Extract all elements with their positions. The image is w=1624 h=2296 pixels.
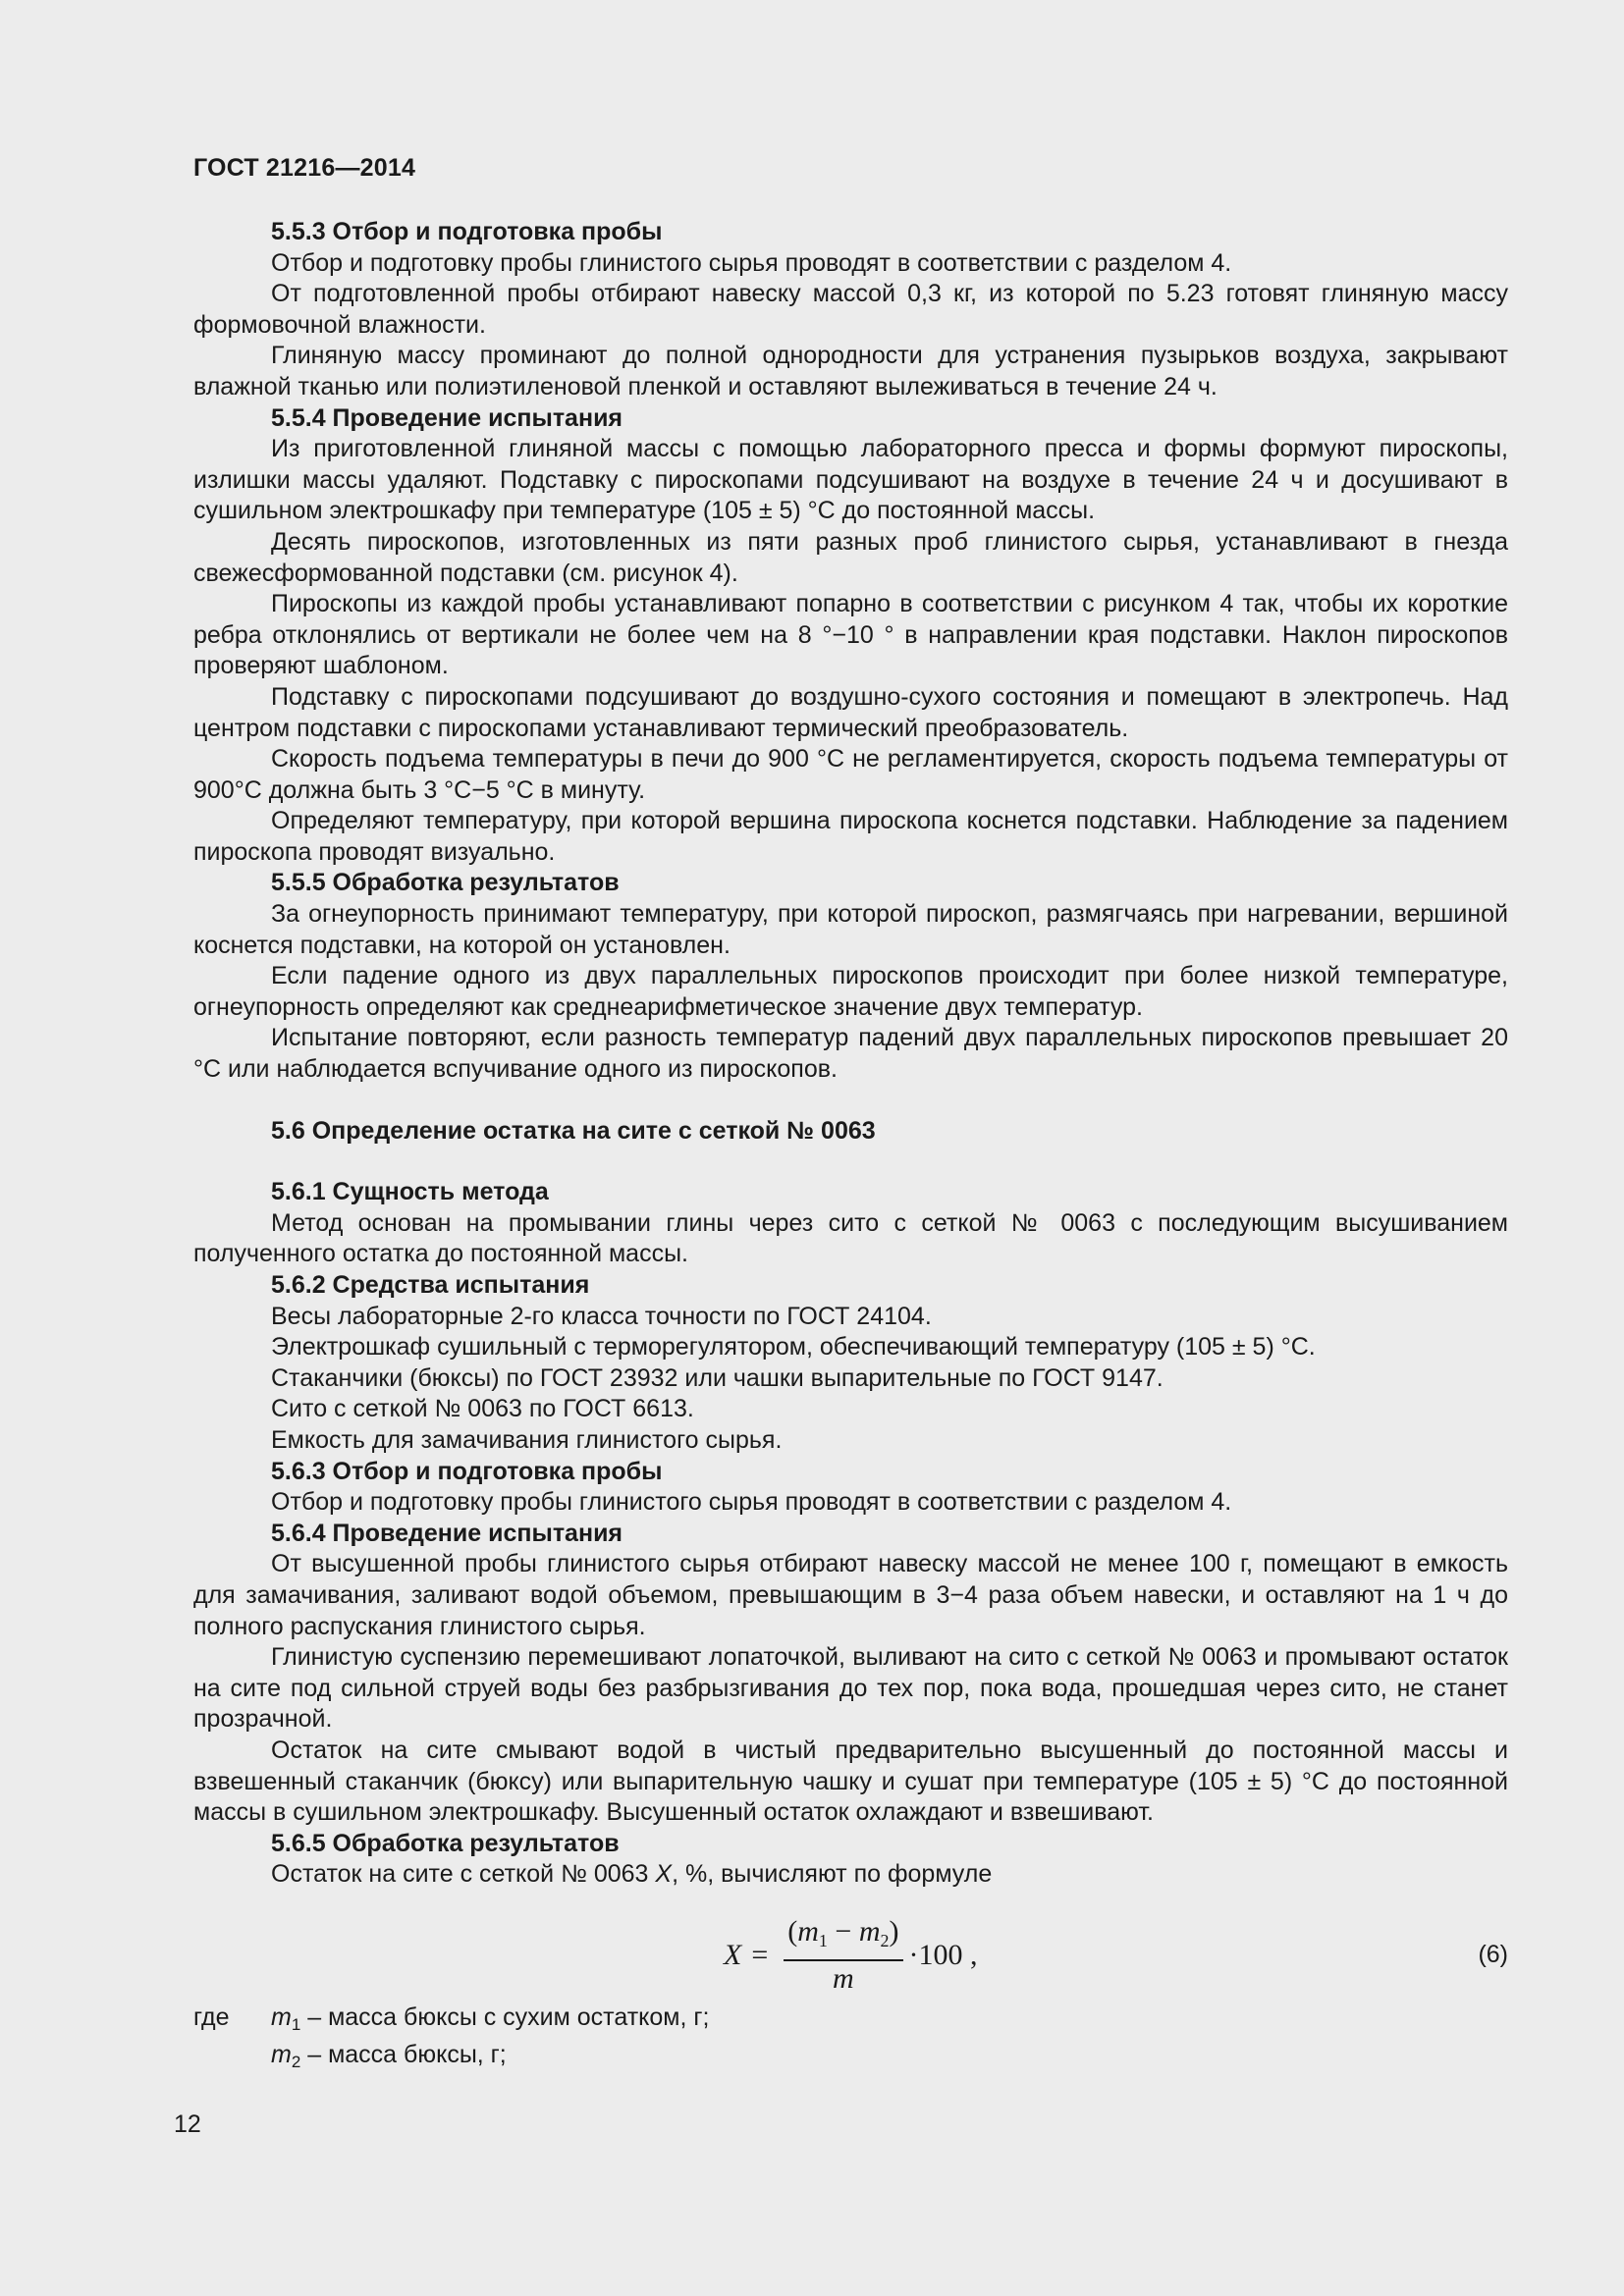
paragraph: Определяют температуру, при которой вершина пироскопа коснется подставки. Наблюдение за падением пироскопа проводят визуально. xyxy=(193,807,1508,866)
paragraph: Весы лабораторные 2-го класса точности по ГОСТ 24104. xyxy=(271,1302,932,1330)
section-heading: 5.6.2 Средства испытания xyxy=(271,1271,590,1299)
formula-6 xyxy=(724,1908,978,2002)
document-body xyxy=(193,217,1508,2078)
where-item-2 xyxy=(193,2040,1508,2078)
paragraph: Отбор и подготовку пробы глинистого сырья проводят в соответствии с разделом 4. xyxy=(271,1488,1232,1517)
section-heading: 5.6.1 Сущность метода xyxy=(271,1178,549,1206)
paragraph: Остаток на сите смывают водой в чистый предварительно высушенный до постоянной массы и взвешенный стаканчик (бюксу) или выпарительную чашку и сушат при температуре (105 ± 5) °С до постоянной массы в сушильном электрошкафу. Высушенный остаток охлаждают и взвешивают. xyxy=(193,1735,1508,1827)
page-number: 12 xyxy=(174,2110,201,2138)
section-heading: 5.5.4 Проведение испытания xyxy=(271,403,623,432)
paragraph: Стаканчики (бюксы) по ГОСТ 23932 или чашки выпарительные по ГОСТ 9147. xyxy=(271,1363,1164,1392)
paragraph: Испытание повторяют, если разность температур падений двух параллельных пироскопов превышает 20 °С или наблюдается вспучивание одного из пироскопов. xyxy=(193,1024,1508,1084)
paragraph: От подготовленной пробы отбирают навеску массой 0,3 кг, из которой по 5.23 готовят глиняную массу формовочной влажности. xyxy=(193,280,1508,339)
formula-numerator: $(m_1 - m_2)$ xyxy=(784,1916,902,1961)
paragraph: Метод основан на промывании глины через сито с сеткой № 0063 с последующим высушиванием полученного остатка до постоянной массы. xyxy=(193,1208,1508,1268)
formula-multiplier: ·100 , xyxy=(908,1939,978,1972)
text-blocks xyxy=(193,217,1508,1859)
paragraph: Скорость подъема температуры в печи до 900 °С не регламентируется, скорость подъема температуры от 900°С должна быть 3 °С−5 °С в минуту. xyxy=(193,745,1508,804)
section-heading: 5.6.4 Проведение испытания xyxy=(271,1519,623,1547)
paragraph: За огнеупорность принимают температуру, при которой пироскоп, размягчаясь при нагревании, вершиной коснется подставки, на которой он установлен. xyxy=(193,900,1508,959)
paragraph: Если падение одного из двух параллельных пироскопов происходит при более низкой температуре, огнеупорность определяют как среднеарифметическое значение двух температур. xyxy=(193,962,1508,1021)
section-heading: 5.6.3 Отбор и подготовка пробы xyxy=(271,1457,663,1485)
where-label: где xyxy=(193,2002,230,2031)
paragraph: От высушенной пробы глинистого сырья отбирают навеску массой не менее 100 г, помещают в емкость для замачивания, заливают водой объемом, превышающим в 3−4 раза объем навески, и оставляют на 1 ч до полного распускания глинистого сырья. xyxy=(193,1550,1508,1640)
paragraph: Электрошкаф сушильный с терморегулятором, обеспечивающий температуру (105 ± 5) °С. xyxy=(271,1333,1316,1362)
formula-equals: = xyxy=(751,1939,769,1972)
formula-intro: Остаток на сите с сеткой № 0063 X, %, вычисляют по формуле xyxy=(271,1860,993,1889)
paragraph: Пироскопы из каждой пробы устанавливают попарно в соответствии с рисунком 4 так, чтобы их короткие ребра отклонялись от вертикали не более чем на 8 °−10 ° в направлении края подставки. Наклон пироскопов проверяют шаблоном. xyxy=(193,590,1508,680)
formula-fraction xyxy=(784,1916,902,1994)
paragraph: Емкость для замачивания глинистого сырья. xyxy=(271,1425,783,1454)
paragraph: Сито с сеткой № 0063 по ГОСТ 6613. xyxy=(271,1395,694,1423)
paragraph: Отбор и подготовку пробы глинистого сырья проводят в соответствии с разделом 4. xyxy=(271,248,1232,277)
document-code-header: ГОСТ 21216—2014 xyxy=(193,154,416,182)
where-definition-m2: $m_2$ – масса бюксы, г; xyxy=(271,2041,507,2072)
formula-denominator: m xyxy=(833,1961,854,1995)
paragraph: Десять пироскопов, изготовленных из пяти разных проб глинистого сырья, устанавливают в гнезда свежесформованной подставки (см. рисунок 4). xyxy=(193,527,1508,587)
section-heading: 5.6 Определение остатка на сите с сеткой № 0063 xyxy=(271,1116,876,1145)
paragraph: Подставку с пироскопами подсушивают до воздушно-сухого состояния и помещают в электропечь. Над центром подставки с пироскопами устанавливают термический преобразователь. xyxy=(193,682,1508,742)
section-heading: 5.5.5 Обработка результатов xyxy=(271,869,620,897)
formula-lhs: X xyxy=(724,1939,742,1972)
formula-row xyxy=(193,1908,1508,2002)
section-heading: 5.5.3 Отбор и подготовка пробы xyxy=(271,218,663,245)
paragraph: Глинистую суспензию перемешивают лопаточкой, выливают на сито с сеткой № 0063 и промывают остаток на сите под сильной струей воды без разбрызгивания до тех пор, пока вода, прошедшая через сито, не станет прозрачной. xyxy=(193,1643,1508,1734)
where-item-1 xyxy=(193,2002,1508,2041)
paragraph: Глиняную массу проминают до полной однородности для устранения пузырьков воздуха, закрывают влажной тканью или полиэтиленовой пленкой и оставляют вылеживаться в течение 24 ч. xyxy=(193,342,1508,400)
formula-number: (6) xyxy=(1478,1941,1508,1969)
section-heading: 5.6.5 Обработка результатов xyxy=(271,1829,620,1857)
paragraph: Из приготовленной глиняной массы с помощью лабораторного пресса и формы формуют пироскопы, излишки массы удаляют. Подставку с пироскопами подсушивают на воздухе в течение 24 ч и досушивают в сушильном электрошкафу при температуре (105 ± 5) °С до постоянной массы. xyxy=(193,435,1508,525)
where-definition-m1: $m_1$ – масса бюксы с сухим остатком, г; xyxy=(271,2002,710,2034)
